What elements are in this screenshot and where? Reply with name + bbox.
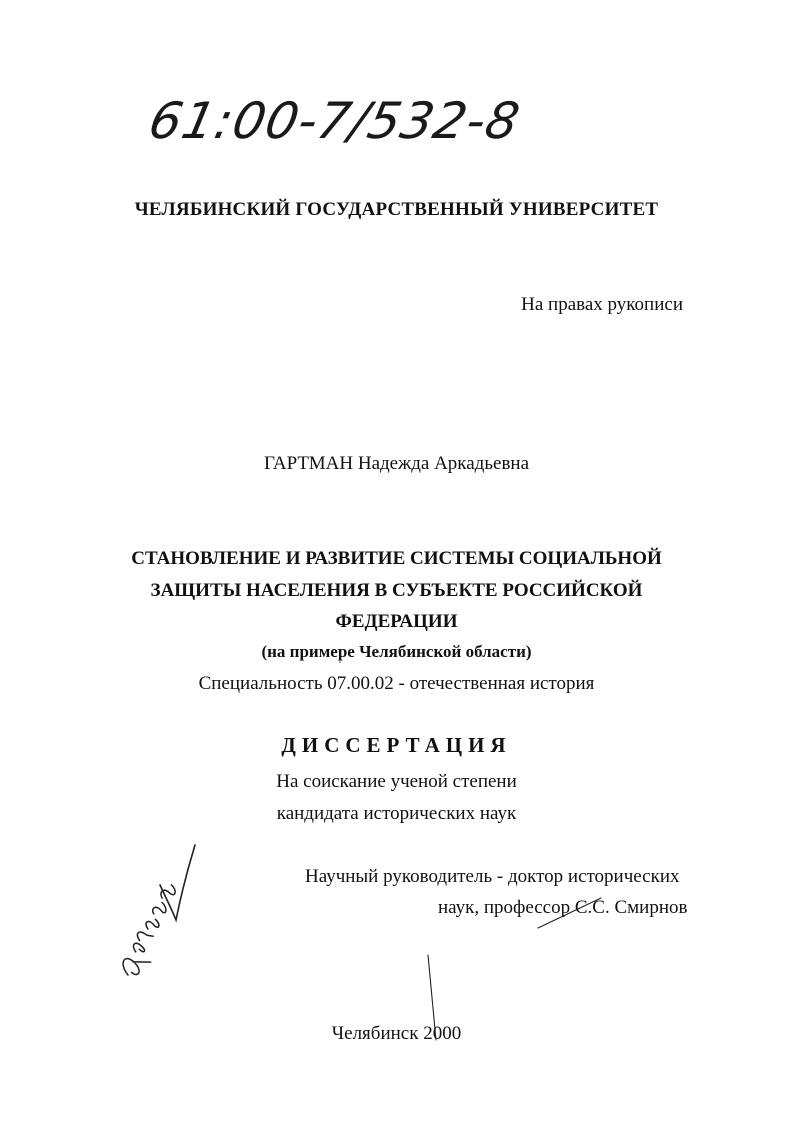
supervisor-line-2: наук, профессор С.С. Смирнов <box>438 897 688 918</box>
specialty-line: Специальность 07.00.02 - отечественная история <box>198 673 595 694</box>
dissertation-title-line-1: СТАНОВЛЕНИЕ И РАЗВИТИЕ СИСТЕМЫ СОЦИАЛЬНОЙ <box>131 548 662 569</box>
dissertation-title-line-2: ЗАЩИТЫ НАСЕЛЕНИЯ В СУБЪЕКТЕ РОССИЙСКОЙ <box>150 580 643 601</box>
dissertation-subtitle: (на примере Челябинской области) <box>261 642 532 661</box>
author-name: ГАРТМАН Надежда Аркадьевна <box>263 453 530 474</box>
manuscript-note: На правах рукописи <box>521 294 683 315</box>
document-type-heading: ДИССЕРТАЦИЯ <box>281 733 512 757</box>
city-year: Челябинск 2000 <box>331 1023 462 1044</box>
supervisor-line-1: Научный руководитель - доктор исторических <box>305 866 680 887</box>
degree-line-1: На соискание ученой степени <box>276 771 517 792</box>
archive-code-handwritten: 61:00-7/532-8 <box>143 92 526 150</box>
university-name: ЧЕЛЯБИНСКИЙ ГОСУДАРСТВЕННЫЙ УНИВЕРСИТЕТ <box>134 199 659 220</box>
check-mark-icon <box>160 845 195 920</box>
signature-handwritten <box>118 882 187 982</box>
dissertation-title-line-3: ФЕДЕРАЦИИ <box>335 611 458 632</box>
degree-line-2: кандидата исторических наук <box>276 803 517 824</box>
